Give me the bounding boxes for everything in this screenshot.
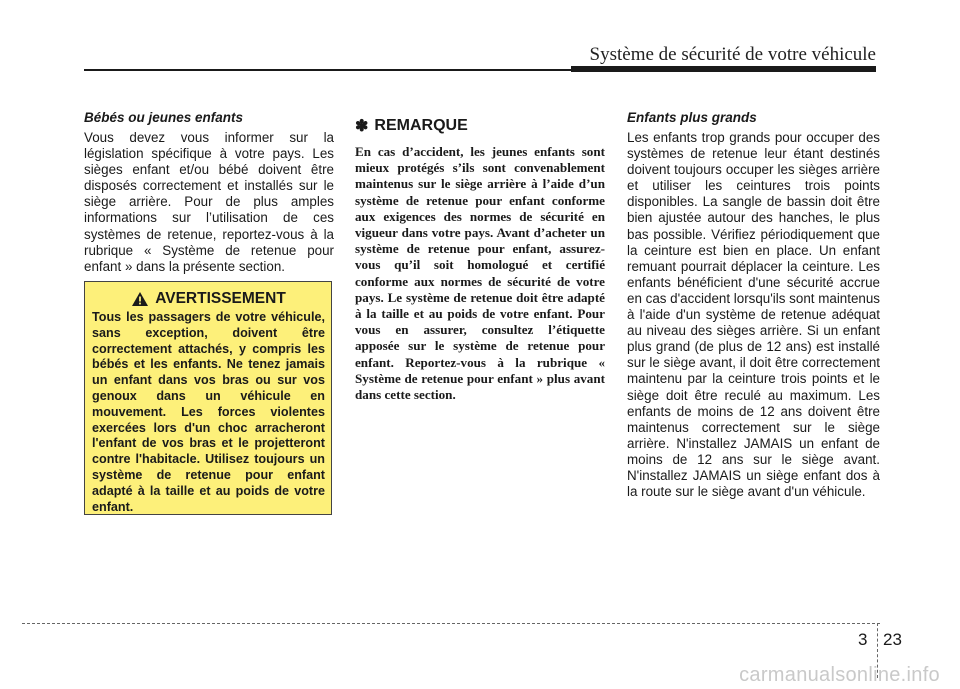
warning-title: AVERTISSEMENT bbox=[155, 290, 286, 307]
remark-title: REMARQUE bbox=[374, 117, 468, 134]
column-right bbox=[627, 110, 880, 500]
chapter-number: 3 bbox=[858, 630, 868, 649]
header-rule-accent bbox=[571, 66, 876, 72]
watermark: carmanualsonline.info bbox=[739, 664, 940, 686]
page-header-title: Système de sécurité de votre véhicule bbox=[589, 44, 876, 65]
footer-dashed-rule bbox=[22, 623, 880, 624]
warning-box bbox=[84, 281, 332, 515]
section-subheading: Bébés ou jeunes enfants bbox=[84, 110, 244, 125]
warning-text: Tous les passagers de votre véhicule, sans exception, doivent être correctement attachés, y compris les bébés et les enfants. Ne tenez jamais un enfant dans vos bras ou sur vos genoux dans un véhicule en mouvement. Les forces violentes exercées lors d'un choc arracheront l'enfant de vos bras et le projetteront contre l'habitacle. Utilisez toujours un système de retenue pour enfant adapté à la taille et au poids de votre enfant. bbox=[92, 310, 325, 514]
remark-header bbox=[355, 116, 605, 136]
column-middle bbox=[355, 110, 605, 403]
section-subheading: Enfants plus grands bbox=[627, 110, 757, 125]
page-number: 23 bbox=[883, 630, 902, 649]
section-body: Vous devez vous informer sur la législation spécifique à votre pays. Les sièges enfant et/ou bébé doivent être disposés correctement et installés sur le siège arrière. Pour de plus amples informations sur l’utilisation de ces systèmes de retenue, reportez-vous à la rubrique « Système de retenue pour enfant » dans la présente section. bbox=[84, 130, 334, 274]
warning-header bbox=[92, 290, 325, 308]
warning-triangle-icon bbox=[131, 291, 149, 307]
section-body: Les enfants trop grands pour occuper des systèmes de retenue leur étant destinés doivent toujours occuper les sièges arrière et utiliser les ceintures trois points disponibles. La sangle de bassin doit être bien ajustée autour des hanches, le plus bas possible. Vérifiez périodiquement que la ceinture est bien en place. Un enfant remuant pourrait déplacer la ceinture. Les enfants bénéficient d'une sécurité accrue en cas d'accident lorsqu'ils sont maintenus à l'aide d'un système de retenue adéquat au niveau des sièges arrière. Si un enfant plus grand (de plus de 12 ans) est installé sur le siège avant, il doit être correctement maintenu par la ceinture trois points et le siège doit être reculé au maximum. Les enfants de moins de 12 ans doivent être maintenus correctement sur le siège arrière. N'installez JAMAIS un enfant de moins de 12 ans sur le siège avant. N'installez JAMAIS un siège enfant dos à la route sur le siège avant d'un véhicule. bbox=[627, 130, 880, 500]
remark-star-icon: ✽ bbox=[355, 118, 369, 135]
remark-text: En cas d’accident, les jeunes enfants sont mieux protégés s’ils sont convenablement maintenus sur le siège arrière à l’aide d’un système de retenue pour enfant conforme aux exigences des normes de sécurité en vigueur dans votre pays. Avant d’acheter un système de retenue pour enfant, assurez-vous qu’il soit homologué et certifié conforme aux normes de sécurité de votre pays. Le système de retenue doit être adapté à la taille et au poids de votre enfant. Pour vous en assurer, consultez l’étiquette apposée sur le système de retenue pour enfant. Reportez-vous à la rubrique « Système de retenue pour enfant » plus avant dans cette section. bbox=[355, 144, 605, 403]
column-left bbox=[84, 110, 334, 275]
